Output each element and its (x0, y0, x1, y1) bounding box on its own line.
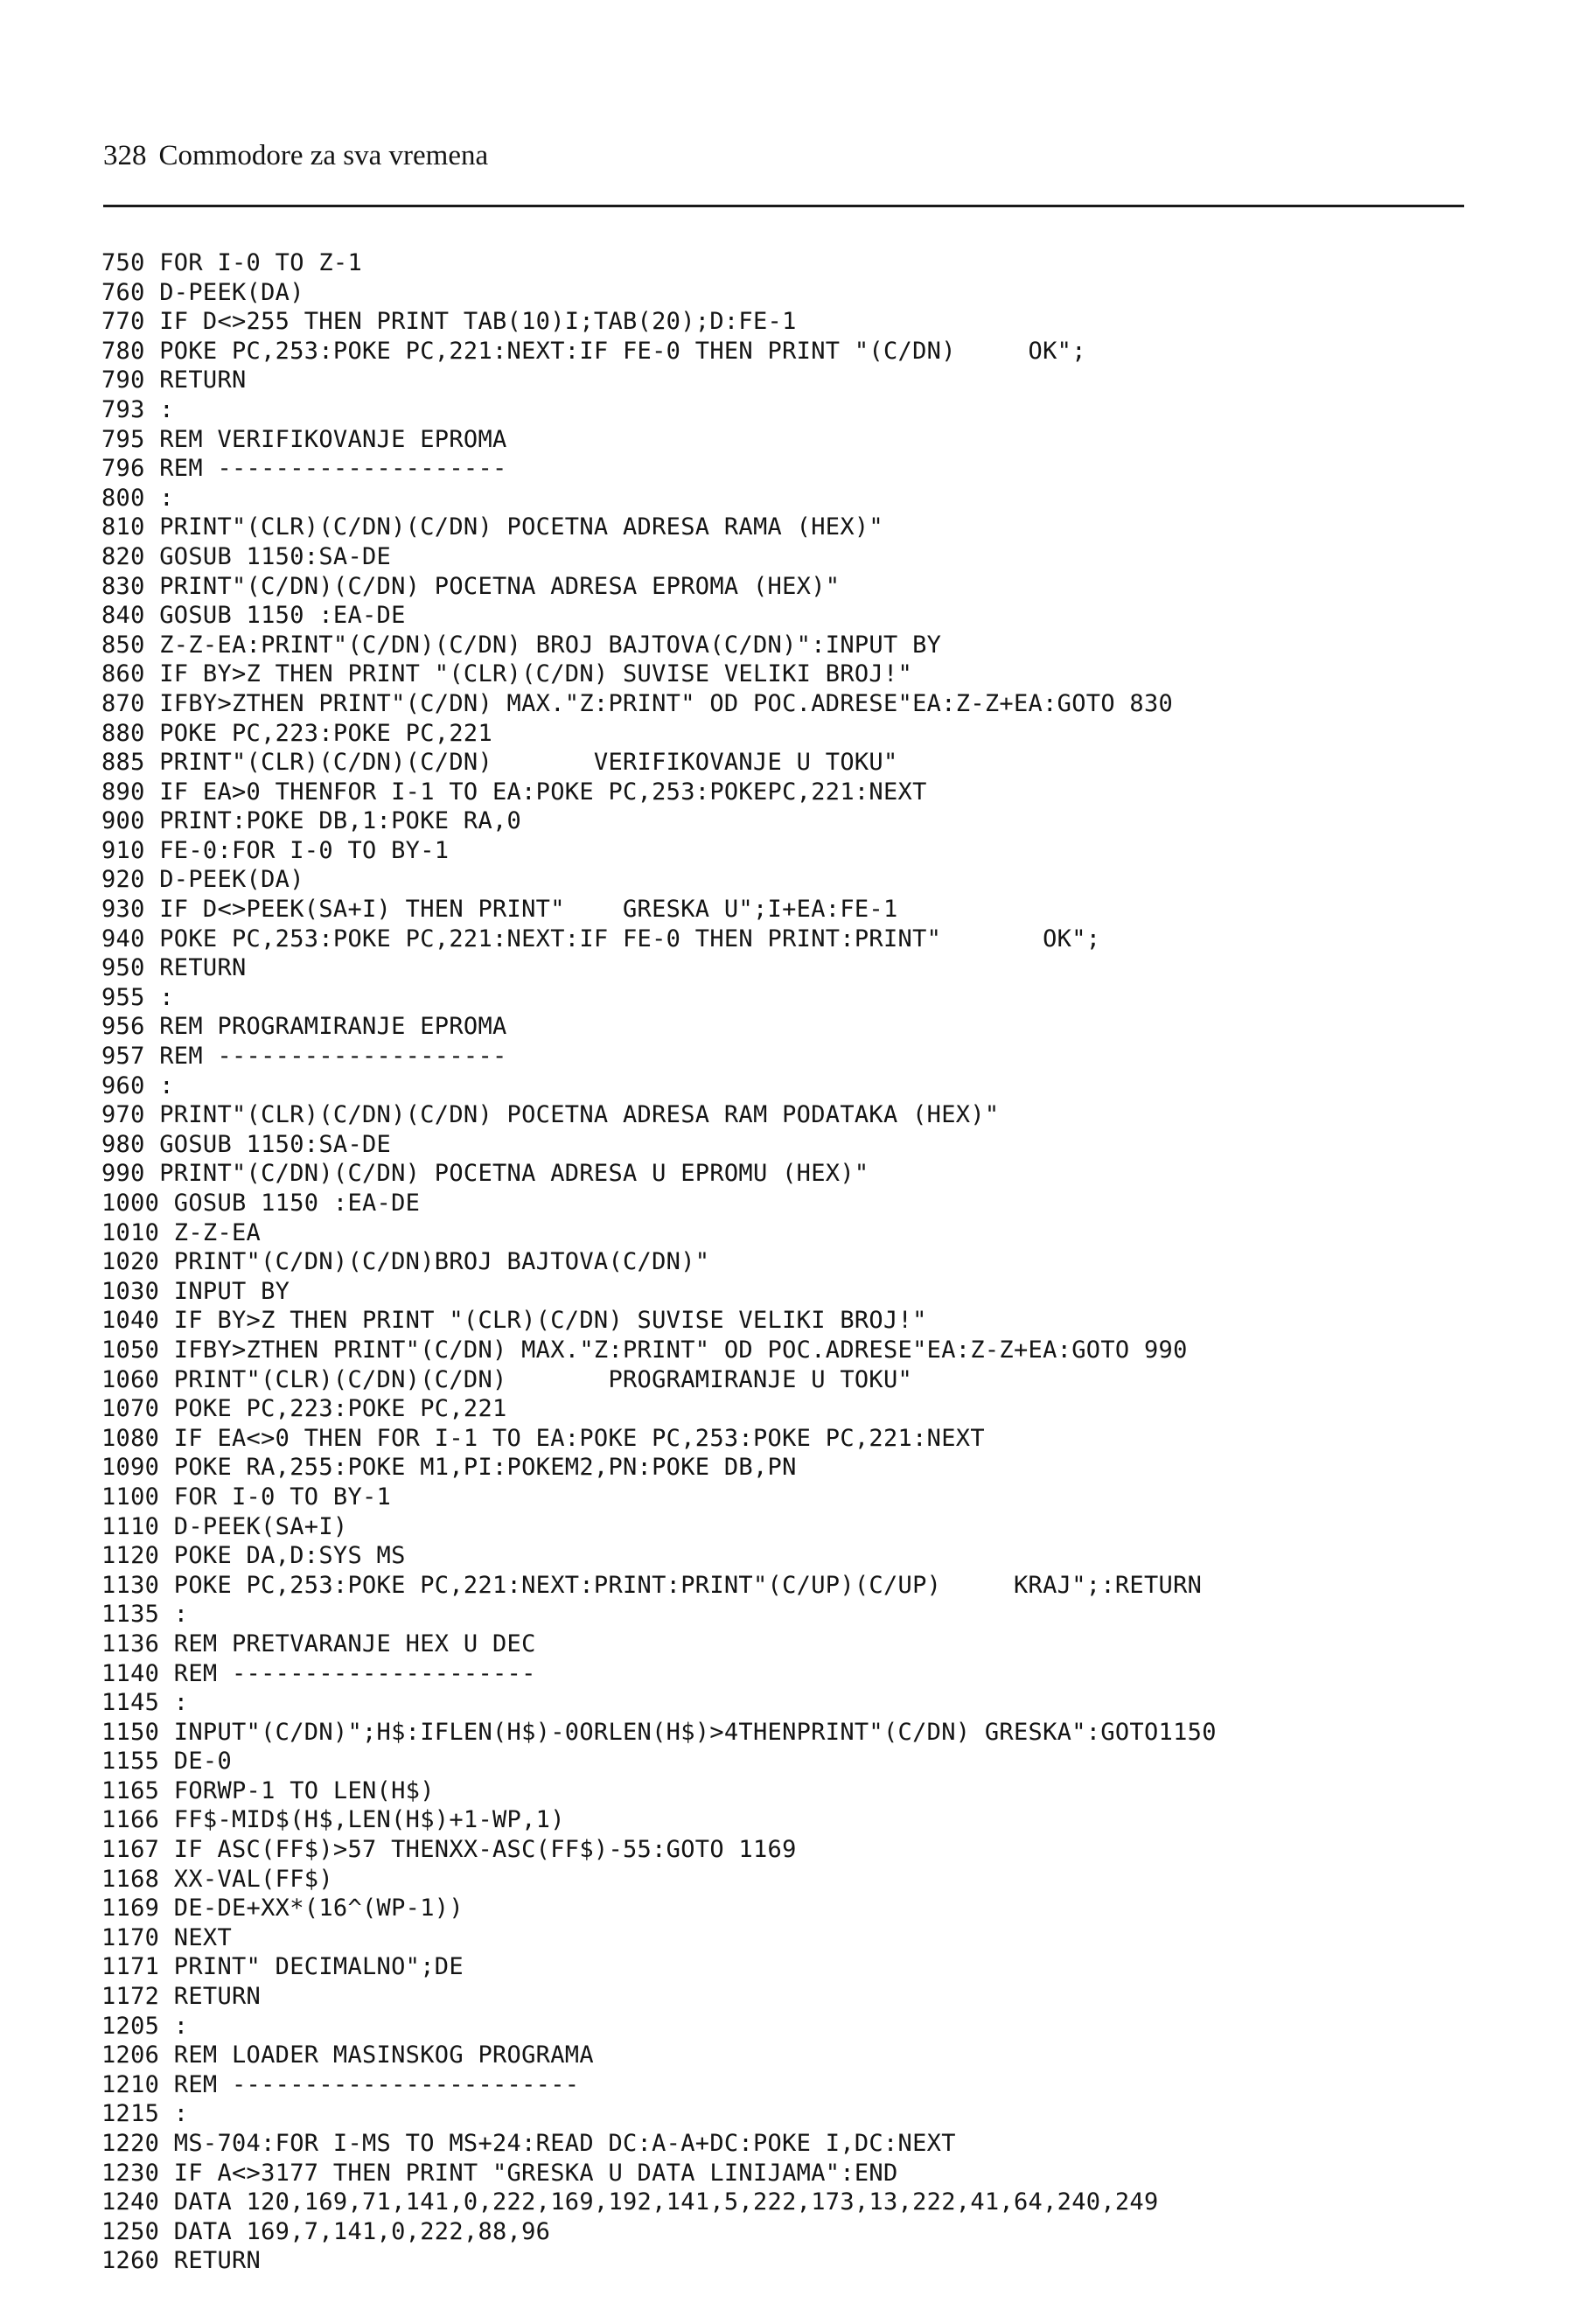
code-line: 1136 REM PRETVARANJE HEX U DEC (101, 1630, 536, 1658)
code-line: 1260 RETURN (101, 2247, 262, 2275)
code-line: 1040 IF BY>Z THEN PRINT "(CLR)(C/DN) SUVISE VELIKI BROJ!" (101, 1307, 927, 1335)
code-line: 796 REM -------------------- (101, 455, 507, 483)
book-title: Commodore za sva vremena (158, 140, 489, 171)
code-line: 770 IF D<>255 THEN PRINT TAB(10)I;TAB(20);D:FE-1 (101, 308, 797, 336)
code-line: 930 IF D<>PEEK(SA+I) THEN PRINT" GRESKA U";I+EA:FE-1 (101, 896, 898, 924)
code-line: 1165 FORWP-1 TO LEN(H$) (101, 1776, 435, 1804)
header-rule (103, 205, 1464, 207)
code-line: 910 FE-0:FOR I-0 TO BY-1 (101, 836, 450, 864)
code-line: 1060 PRINT"(CLR)(C/DN)(C/DN) PROGRAMIRANJE U TOKU" (101, 1365, 913, 1393)
code-line: 1171 PRINT" DECIMALNO";DE (101, 1953, 464, 1981)
code-line: 870 IFBY>ZTHEN PRINT"(C/DN) MAX."Z:PRINT" OD POC.ADRESE"EA:Z-Z+EA:GOTO 830 (101, 689, 1174, 717)
code-line: 790 RETURN (101, 366, 247, 394)
code-line: 1167 IF ASC(FF$)>57 THENXX-ASC(FF$)-55:GOTO 1169 (101, 1836, 797, 1864)
code-line: 890 IF EA>0 THENFOR I-1 TO EA:POKE PC,253:POKEPC,221:NEXT (101, 778, 927, 806)
code-line: 1155 DE-0 (101, 1748, 232, 1776)
code-line: 1205 : (101, 2012, 189, 2040)
code-line: 955 : (101, 983, 174, 1011)
code-line: 1070 POKE PC,223:POKE PC,221 (101, 1395, 507, 1423)
code-line: 1168 XX-VAL(FF$) (101, 1865, 333, 1893)
code-line: 860 IF BY>Z THEN PRINT "(CLR)(C/DN) SUVISE VELIKI BROJ!" (101, 660, 913, 688)
code-line: 1145 : (101, 1689, 189, 1717)
code-line: 1090 POKE RA,255:POKE M1,PI:POKEM2,PN:POKE DB,PN (101, 1454, 797, 1482)
code-line: 1140 REM --------------------- (101, 1659, 536, 1687)
code-line: 957 REM -------------------- (101, 1043, 507, 1071)
code-line: 950 RETURN (101, 954, 247, 982)
code-line: 1135 : (101, 1601, 189, 1629)
code-line: 1240 DATA 120,169,71,141,0,222,169,192,141,5,222,173,13,222,41,64,240,249 (101, 2188, 1159, 2216)
code-line: 1166 FF$-MID$(H$,LEN(H$)+1-WP,1) (101, 1806, 565, 1834)
code-line: 990 PRINT"(C/DN)(C/DN) POCETNA ADRESA U EPROMU (HEX)" (101, 1160, 869, 1188)
code-line: 840 GOSUB 1150 :EA-DE (101, 602, 406, 630)
code-line: 830 PRINT"(C/DN)(C/DN) POCETNA ADRESA EPROMA (HEX)" (101, 572, 841, 600)
code-line: 1020 PRINT"(C/DN)(C/DN)BROJ BAJTOVA(C/DN)" (101, 1248, 710, 1276)
code-line: 793 : (101, 395, 174, 423)
code-line: 900 PRINT:POKE DB,1:POKE RA,0 (101, 807, 522, 835)
code-line: 780 POKE PC,253:POKE PC,221:NEXT:IF FE-0 THEN PRINT "(C/DN) OK"; (101, 337, 1086, 365)
code-line: 1010 Z-Z-EA (101, 1218, 262, 1246)
code-line: 1000 GOSUB 1150 :EA-DE (101, 1190, 421, 1217)
code-line: 980 GOSUB 1150:SA-DE (101, 1130, 392, 1158)
code-line: 1150 INPUT"(C/DN)";H$:IFLEN(H$)-0ORLEN(H$)>4THENPRINT"(C/DN) GRESKA":GOTO1150 (101, 1718, 1217, 1746)
code-line: 1172 RETURN (101, 1983, 262, 2011)
code-line: 1170 NEXT (101, 1923, 232, 1951)
code-line: 850 Z-Z-EA:PRINT"(C/DN)(C/DN) BROJ BAJTOVA(C/DN)":INPUT BY (101, 631, 942, 659)
code-line: 956 REM PROGRAMIRANJE EPROMA (101, 1013, 507, 1041)
code-line: 1130 POKE PC,253:POKE PC,221:NEXT:PRINT:PRINT"(C/UP)(C/UP) KRAJ";:RETURN (101, 1571, 1203, 1599)
code-line: 1110 D-PEEK(SA+I) (101, 1512, 348, 1540)
page-number: 328 (103, 140, 147, 171)
code-line: 800 : (101, 484, 174, 512)
running-header (103, 138, 1468, 173)
code-line: 795 REM VERIFIKOVANJE EPROMA (101, 425, 507, 453)
code-line: 810 PRINT"(CLR)(C/DN)(C/DN) POCETNA ADRESA RAMA (HEX)" (101, 513, 883, 541)
code-line: 885 PRINT"(CLR)(C/DN)(C/DN) VERIFIKOVANJE U TOKU" (101, 749, 898, 777)
basic-program-listing (101, 248, 1501, 2276)
code-line: 1220 MS-704:FOR I-MS TO MS+24:READ DC:A-A+DC:POKE I,DC:NEXT (101, 2130, 956, 2157)
code-line: 1215 : (101, 2100, 189, 2128)
code-line: 1230 IF A<>3177 THEN PRINT "GRESKA U DATA LINIJAMA":END (101, 2159, 898, 2187)
code-line: 960 : (101, 1071, 174, 1099)
code-line: 1030 INPUT BY (101, 1277, 290, 1305)
code-line: 1169 DE-DE+XX*(16^(WP-1)) (101, 1895, 464, 1923)
code-line: 880 POKE PC,223:POKE PC,221 (101, 719, 492, 747)
code-line: 1210 REM ------------------------ (101, 2070, 580, 2098)
code-line: 940 POKE PC,253:POKE PC,221:NEXT:IF FE-0 THEN PRINT:PRINT" OK"; (101, 925, 1101, 953)
code-line: 750 FOR I-0 TO Z-1 (101, 249, 362, 276)
code-line: 1050 IFBY>ZTHEN PRINT"(C/DN) MAX."Z:PRINT" OD POC.ADRESE"EA:Z-Z+EA:GOTO 990 (101, 1336, 1188, 1364)
code-line: 760 D-PEEK(DA) (101, 278, 304, 306)
code-line: 1100 FOR I-0 TO BY-1 (101, 1483, 392, 1511)
code-line: 1206 REM LOADER MASINSKOG PROGRAMA (101, 2041, 594, 2069)
code-line: 1080 IF EA<>0 THEN FOR I-1 TO EA:POKE PC,253:POKE PC,221:NEXT (101, 1424, 985, 1452)
code-line: 970 PRINT"(CLR)(C/DN)(C/DN) POCETNA ADRESA RAM PODATAKA (HEX)" (101, 1101, 1000, 1129)
code-line: 820 GOSUB 1150:SA-DE (101, 542, 392, 570)
code-line: 1120 POKE DA,D:SYS MS (101, 1542, 406, 1570)
code-line: 1250 DATA 169,7,141,0,222,88,96 (101, 2217, 551, 2245)
code-line: 920 D-PEEK(DA) (101, 866, 304, 894)
